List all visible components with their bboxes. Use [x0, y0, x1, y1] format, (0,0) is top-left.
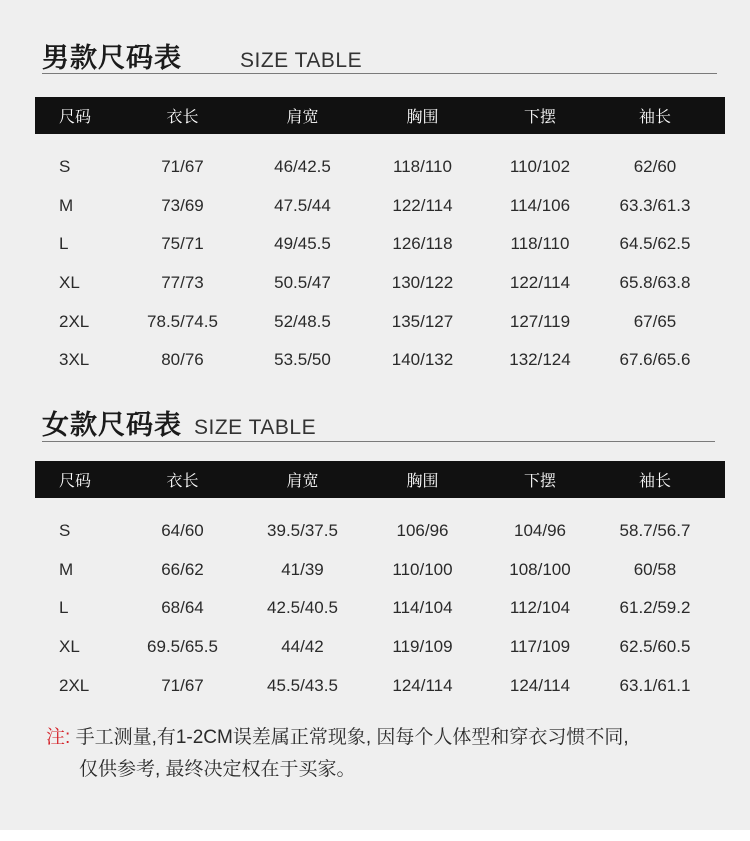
shoulder-cell: 44/42 [281, 637, 324, 657]
table-row [35, 628, 725, 667]
hem-cell: 104/96 [514, 521, 566, 541]
hem-cell: 114/106 [509, 195, 571, 215]
shoulder-cell: 45.5/43.5 [267, 675, 338, 695]
hem-cell: 127/119 [509, 311, 571, 331]
chest-cell: 119/109 [392, 637, 453, 657]
hem-cell: 118/110 [510, 234, 570, 254]
length-cell: 71/67 [161, 157, 204, 177]
size-cell: XL [59, 637, 80, 657]
shoulder-cell: 47.5/44 [274, 195, 331, 215]
sleeve-cell: 61.2/59.2 [619, 598, 691, 618]
size-cell: XL [59, 273, 80, 293]
size-cell: M [59, 195, 74, 215]
chest-cell: 130/122 [391, 273, 454, 293]
women-table-body [35, 498, 725, 705]
header-chest: 胸围 [406, 473, 439, 490]
sleeve-cell: 58.7/56.7 [619, 521, 691, 541]
length-cell: 73/69 [161, 195, 204, 215]
length-cell: 71/67 [161, 675, 204, 695]
note-label: 注: [46, 727, 71, 748]
length-cell: 66/62 [161, 559, 204, 579]
hem-cell: 132/124 [509, 350, 571, 370]
length-cell: 75/71 [161, 234, 204, 254]
sleeve-cell: 62/60 [633, 157, 677, 177]
header-sleeve: 袖长 [638, 109, 671, 126]
chest-cell: 124/114 [392, 675, 453, 695]
table-row [35, 589, 725, 628]
header-size: 尺码 [59, 473, 92, 490]
women-title-en: SIZE TABLE [194, 416, 317, 439]
header-shoulder: 肩宽 [286, 109, 319, 126]
measurement-note [46, 722, 629, 786]
women-table-header [35, 461, 725, 498]
chest-cell: 118/110 [393, 157, 452, 177]
men-title-en: SIZE TABLE [240, 49, 363, 72]
size-cell: 3XL [59, 350, 90, 370]
hem-cell: 108/100 [509, 559, 571, 579]
men-table-body [35, 134, 725, 380]
men-table-header [35, 97, 725, 134]
table-row [35, 187, 725, 226]
chest-cell: 114/104 [392, 598, 453, 618]
header-shoulder: 肩宽 [286, 473, 319, 490]
header-hem: 下摆 [523, 109, 556, 126]
chest-cell: 140/132 [391, 350, 454, 370]
shoulder-cell: 52/48.5 [274, 311, 331, 331]
size-cell: S [59, 157, 71, 177]
table-row [35, 225, 725, 264]
women-title-rule [42, 441, 715, 442]
chest-cell: 126/118 [392, 234, 453, 254]
note-text-1: 手工测量,有1-2CM误差属正常现象, 因每个人体型和穿衣习惯不同, [75, 727, 629, 748]
men-title-cn: 男款尺码表 [42, 43, 182, 73]
sleeve-cell: 67/65 [633, 311, 677, 331]
sleeve-cell: 65.8/63.8 [619, 273, 691, 293]
size-cell: 2XL [59, 675, 90, 695]
table-row [35, 666, 725, 705]
women-section-title [42, 403, 316, 442]
header-length: 衣长 [166, 109, 199, 126]
chest-cell: 110/100 [392, 559, 453, 579]
men-section-title [42, 36, 362, 75]
note-line-1 [46, 722, 629, 754]
women-size-table [35, 461, 725, 705]
header-size: 尺码 [59, 109, 92, 126]
women-title-cn: 女款尺码表 [42, 410, 182, 440]
sleeve-cell: 63.1/61.1 [619, 675, 691, 695]
header-chest: 胸围 [406, 109, 439, 126]
shoulder-cell: 49/45.5 [274, 234, 331, 254]
header-length: 衣长 [166, 473, 199, 490]
header-sleeve: 袖长 [638, 473, 671, 490]
note-text-2: 仅供参考, 最终决定权在于买家。 [79, 759, 356, 780]
size-cell: L [59, 598, 69, 618]
men-size-table [35, 97, 725, 380]
length-cell: 68/64 [161, 598, 204, 618]
size-cell: 2XL [59, 311, 90, 331]
sleeve-cell: 62.5/60.5 [619, 637, 691, 657]
size-cell: S [59, 521, 71, 541]
shoulder-cell: 41/39 [281, 559, 324, 579]
shoulder-cell: 53.5/50 [274, 350, 331, 370]
header-hem: 下摆 [523, 473, 556, 490]
size-cell: M [59, 559, 74, 579]
hem-cell: 124/114 [509, 675, 571, 695]
chest-cell: 135/127 [391, 311, 454, 331]
men-title-rule [42, 73, 717, 74]
table-row [35, 341, 725, 380]
sleeve-cell: 63.3/61.3 [619, 195, 691, 215]
chest-cell: 122/114 [392, 195, 453, 215]
bottom-strip [0, 830, 750, 841]
shoulder-cell: 50.5/47 [274, 273, 331, 293]
table-row [35, 302, 725, 341]
table-row [35, 264, 725, 303]
shoulder-cell: 46/42.5 [274, 157, 331, 177]
hem-cell: 117/109 [509, 637, 571, 657]
size-cell: L [59, 234, 69, 254]
sleeve-cell: 67.6/65.6 [619, 350, 691, 370]
length-cell: 64/60 [161, 521, 204, 541]
sleeve-cell: 64.5/62.5 [619, 234, 691, 254]
length-cell: 77/73 [161, 273, 204, 293]
table-row [35, 148, 725, 187]
length-cell: 78.5/74.5 [147, 311, 218, 331]
chest-cell: 106/96 [396, 521, 449, 541]
length-cell: 80/76 [161, 350, 204, 370]
hem-cell: 110/102 [509, 157, 571, 177]
hem-cell: 112/104 [509, 598, 571, 618]
shoulder-cell: 42.5/40.5 [267, 598, 338, 618]
table-row [35, 551, 725, 590]
shoulder-cell: 39.5/37.5 [267, 521, 338, 541]
length-cell: 69.5/65.5 [147, 637, 218, 657]
sleeve-cell: 60/58 [633, 559, 677, 579]
table-row [35, 512, 725, 551]
hem-cell: 122/114 [509, 273, 571, 293]
